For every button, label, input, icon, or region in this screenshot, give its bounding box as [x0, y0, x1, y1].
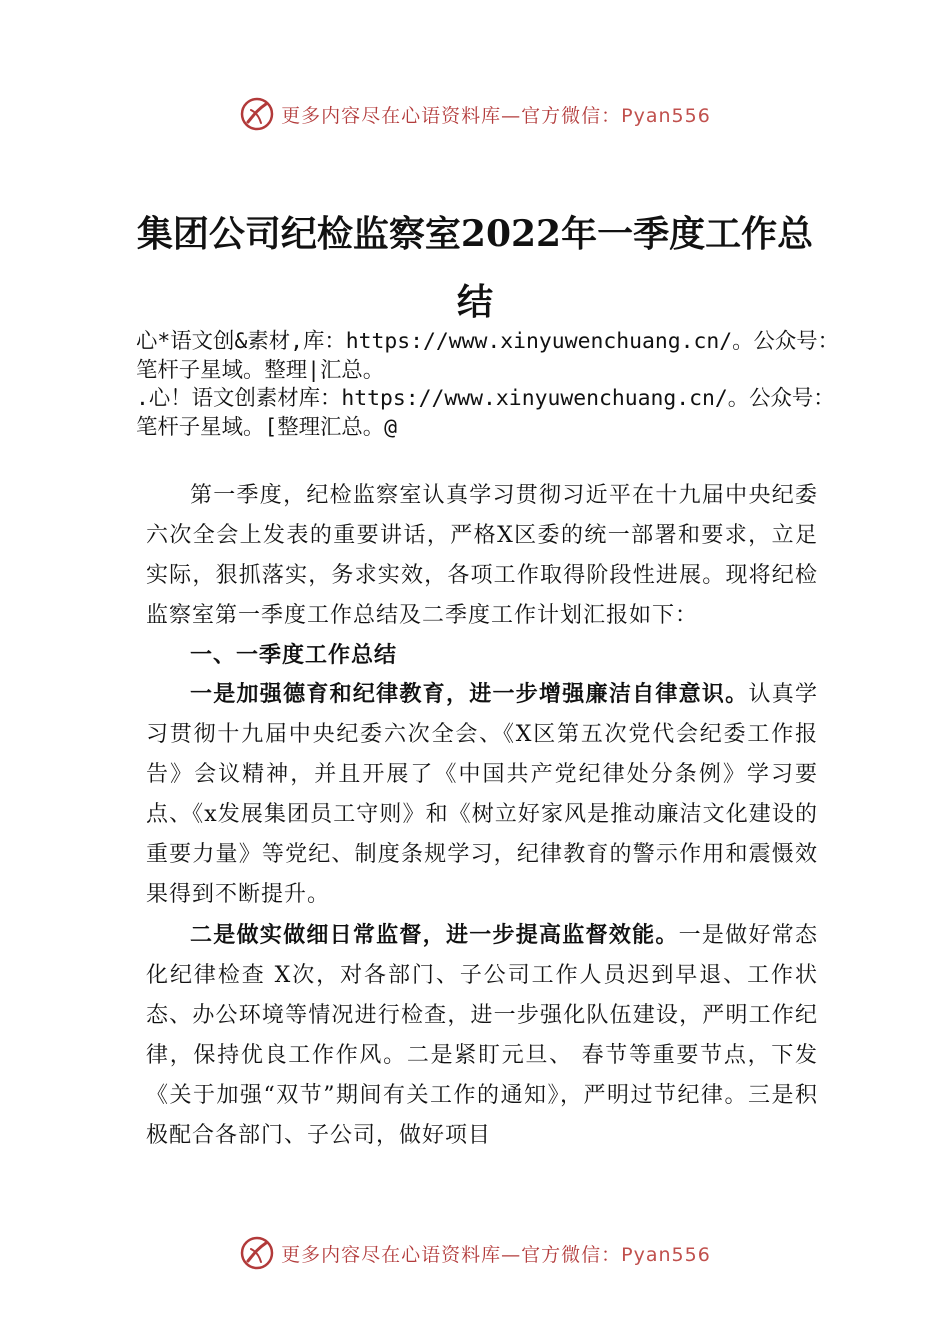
paragraph-1 [146, 674, 818, 915]
footer-watermark-banner [0, 1233, 950, 1273]
intro-paragraph: 第一季度，纪检监察室认真学习贯彻习近平在十九届中央纪委六次全会上发表的重要讲话，严格X区委的统一部署和要求，立足实际，狠抓落实，务求实效，各项工作取得阶段性进展。现将纪检监察室第一季度工作总结及二季度工作计划汇报如下： [146, 483, 818, 628]
brush-logo-icon [239, 96, 275, 132]
paragraph-2 [146, 915, 818, 1156]
paragraph-1-lead: 一是加强德育和纪律教育，进一步增强廉洁自律意识。 [190, 681, 749, 707]
source-line-1: 心*语文创&素材,库：https://www.xinyuwenchuang.cn/。公众号：笔杆子星域。整理|汇总。 [136, 329, 840, 383]
brush-logo-icon [239, 1235, 275, 1271]
document-body [146, 476, 818, 1156]
title-line-2: 结 [456, 281, 493, 323]
wechat-id: Pyan556 [621, 1243, 711, 1266]
paragraph-2-lead: 二是做实做细日常监督，进一步提高监督效能。 [190, 922, 679, 948]
wechat-id: Pyan556 [621, 104, 711, 127]
banner-text: 更多内容尽在心语资料库—官方微信：Pyan556 [281, 104, 711, 127]
paragraph-2-text: 一是做好常态化纪律检查 X次，对各部门、子公司工作人员迟到早退、工作状态、办公环境等情况进行检查，进一步强化队伍建设，严明工作纪律，保持优良工作作风。二是紧盯元旦、 春节等重要节点，下发《关于加强“双节”期间有关工作的通知》，严明过节纪律。三是积极配合各部门、子公司，做好项目 [146, 923, 818, 1148]
source-note [136, 328, 856, 442]
section-heading: 一、一季度工作总结 [190, 642, 398, 668]
document-title [130, 200, 820, 336]
banner-text: 更多内容尽在心语资料库—官方微信：Pyan556 [281, 1243, 711, 1266]
header-watermark-banner [0, 94, 950, 134]
source-line-2: .心！语文创素材库：https://www.xinyuwenchuang.cn/。公众号：笔杆子星域。[整理汇总。@ [136, 386, 835, 440]
title-line-1: 集团公司纪检监察室2022年一季度工作总 [136, 213, 814, 255]
paragraph-1-text: 认真学习贯彻十九届中央纪委六次全会、《X区第五次党代会纪委工作报告》会议精神，并且开展了《中国共产党纪律处分条例》学习要点、《x发展集团员工守则》和《树立好家风是推动廉洁文化建设的重要力量》等党纪、制度条规学习，纪律教育的警示作用和震慑效果得到不断提升。 [146, 682, 818, 907]
